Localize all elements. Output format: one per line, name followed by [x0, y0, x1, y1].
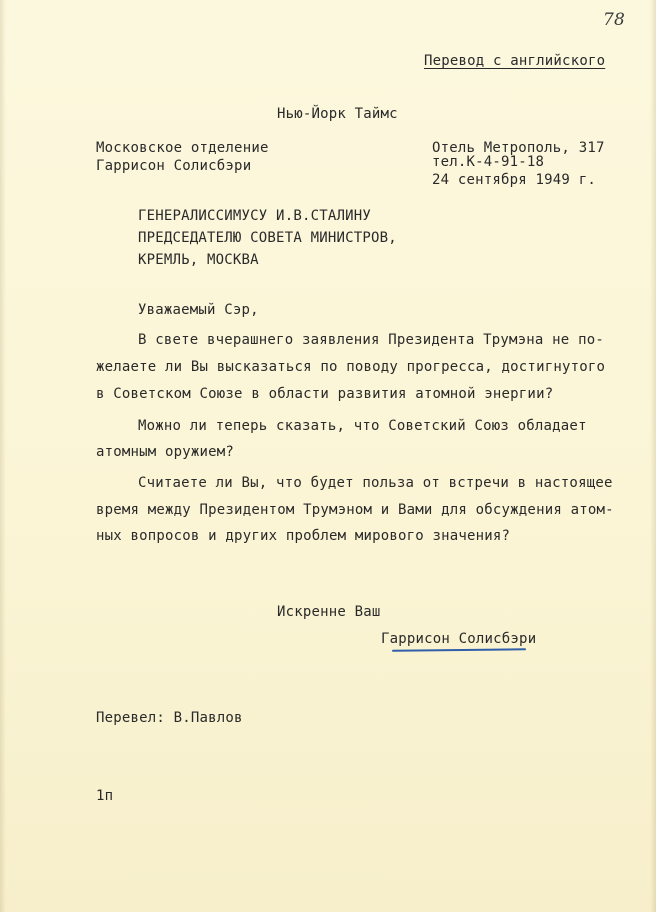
page-number: 78: [603, 10, 626, 30]
paragraph-2-line-1: Можно ли теперь сказать, что Советский Союз обладает: [138, 418, 587, 434]
paragraph-1-line-2: желаете ли Вы высказаться по поводу прогресса, достигнутого: [96, 359, 606, 375]
footer-code: 1п: [96, 788, 114, 804]
paragraph-1-line-1: В свете вчерашнего заявления Президента Трумэна не по-: [138, 332, 604, 348]
paragraph-2-line-2: атомным оружием?: [96, 444, 235, 460]
sender-office: Московское отделение: [96, 140, 269, 156]
signature-underline: [392, 648, 526, 651]
recipient-line-1: ГЕНЕРАЛИССИМУСУ И.В.СТАЛИНУ: [138, 208, 371, 224]
newspaper-name: Нью-Йорк Таймс: [277, 106, 398, 122]
recipient-line-3: КРЕМЛЬ, МОСКВА: [138, 252, 259, 268]
paragraph-1-line-3: в Советском Союзе в области развития атомной энергии?: [96, 386, 554, 402]
letter-date: 24 сентября 1949 г.: [432, 172, 596, 188]
page-edge-right: [650, 0, 656, 912]
translation-note: Перевод с английского: [424, 53, 606, 69]
signature-name: Гаррисон Солисбэри: [381, 631, 537, 647]
salutation: Уважаемый Сэр,: [138, 302, 259, 318]
paragraph-3-line-2: время между Президентом Трумэном и Вами для обсуждения атом-: [96, 502, 614, 518]
sender-phone: тел.К-4-91-18: [432, 154, 545, 170]
translator-line: Перевел: В.Павлов: [96, 710, 243, 726]
paragraph-3-line-3: ных вопросов и других проблем мирового значения?: [96, 528, 511, 544]
closing: Искренне Ваш: [277, 604, 381, 620]
paragraph-3-line-1: Считаете ли Вы, что будет польза от встречи в настоящее: [138, 475, 613, 491]
sender-hotel: Отель Метрополь, 317: [432, 140, 605, 156]
sender-name: Гаррисон Солисбэри: [96, 158, 252, 174]
recipient-line-2: ПРЕДСЕДАТЕЛЮ СОВЕТА МИНИСТРОВ,: [138, 230, 397, 246]
page-edge-left: [0, 0, 6, 912]
